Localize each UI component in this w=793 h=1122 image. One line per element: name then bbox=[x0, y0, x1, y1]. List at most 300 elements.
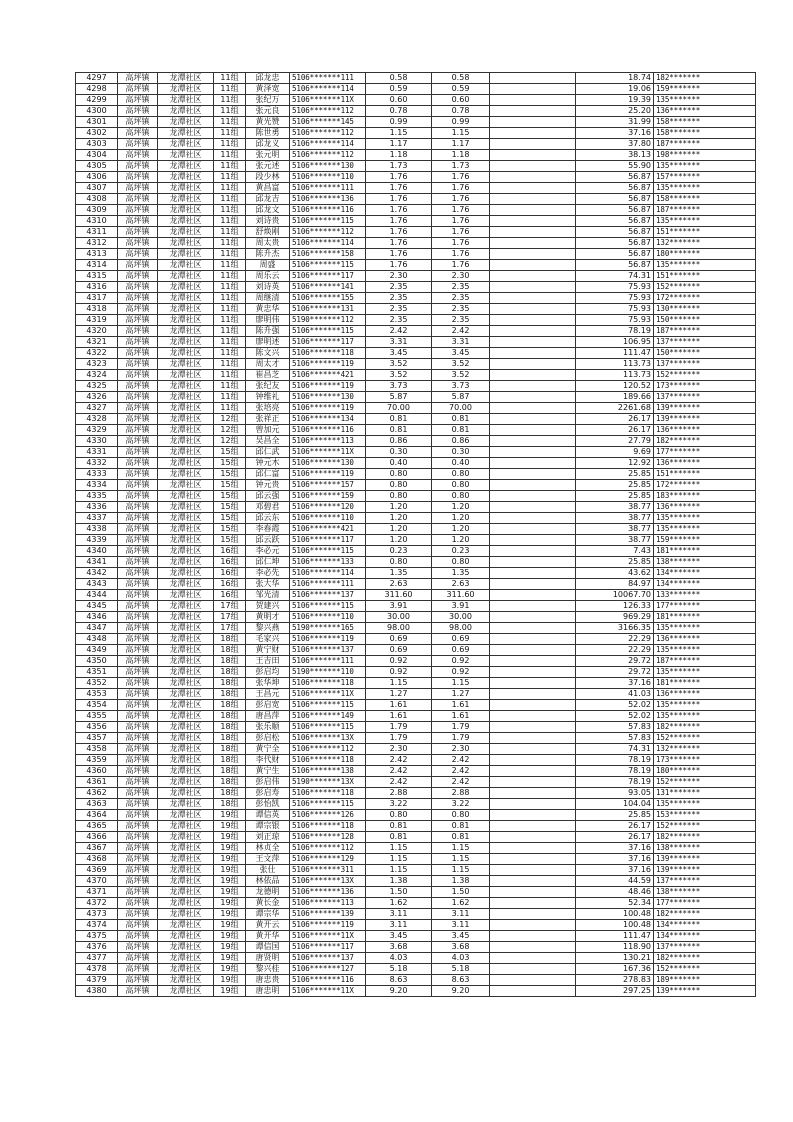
area-cell: 0.80 bbox=[366, 469, 432, 480]
area-cell: 311.60 bbox=[366, 590, 432, 601]
town-cell: 高坪镇 bbox=[118, 150, 158, 161]
town-cell: 高坪镇 bbox=[118, 898, 158, 909]
community-cell: 龙潭社区 bbox=[158, 678, 214, 689]
community-cell: 龙潭社区 bbox=[158, 249, 214, 260]
area-confirmed-cell: 30.00 bbox=[432, 612, 490, 623]
blank-cell bbox=[490, 634, 576, 645]
community-cell: 龙潭社区 bbox=[158, 260, 214, 271]
phone-cell: 138******* bbox=[654, 557, 756, 568]
area-confirmed-cell: 3.68 bbox=[432, 942, 490, 953]
town-cell: 高坪镇 bbox=[118, 931, 158, 942]
phone-cell: 137******* bbox=[654, 337, 756, 348]
community-cell: 龙潭社区 bbox=[158, 579, 214, 590]
phone-cell: 135******* bbox=[654, 700, 756, 711]
community-cell: 龙潭社区 bbox=[158, 920, 214, 931]
phone-cell: 138******* bbox=[654, 843, 756, 854]
blank-cell bbox=[490, 777, 576, 788]
group-cell: 16组 bbox=[214, 590, 246, 601]
phone-cell: 134******* bbox=[654, 920, 756, 931]
name-cell: 陈文兴 bbox=[246, 348, 290, 359]
phone-cell: 136******* bbox=[654, 425, 756, 436]
phone-cell: 139******* bbox=[654, 403, 756, 414]
amount-cell: 113.73 bbox=[576, 370, 654, 381]
table-row bbox=[76, 260, 756, 271]
blank-cell bbox=[490, 667, 576, 678]
name-cell: 李春霞 bbox=[246, 524, 290, 535]
group-cell: 11组 bbox=[214, 326, 246, 337]
name-cell: 王吉田 bbox=[246, 656, 290, 667]
area-cell: 3.52 bbox=[366, 370, 432, 381]
town-cell: 高坪镇 bbox=[118, 491, 158, 502]
id-number-cell: 5106*******158 bbox=[290, 249, 366, 260]
id-number-cell: 5106*******117 bbox=[290, 337, 366, 348]
community-cell: 龙潭社区 bbox=[158, 909, 214, 920]
community-cell: 龙潭社区 bbox=[158, 282, 214, 293]
blank-cell bbox=[490, 73, 576, 84]
row-number-cell: 4370 bbox=[76, 876, 118, 887]
group-cell: 15组 bbox=[214, 513, 246, 524]
area-confirmed-cell: 0.80 bbox=[432, 810, 490, 821]
blank-cell bbox=[490, 546, 576, 557]
name-cell: 张纪万 bbox=[246, 95, 290, 106]
row-number-cell: 4347 bbox=[76, 623, 118, 634]
phone-cell: 187******* bbox=[654, 205, 756, 216]
area-cell: 1.76 bbox=[366, 205, 432, 216]
name-cell: 钟元贵 bbox=[246, 480, 290, 491]
amount-cell: 37.16 bbox=[576, 128, 654, 139]
table-row bbox=[76, 282, 756, 293]
row-number-cell: 4321 bbox=[76, 337, 118, 348]
amount-cell: 38.77 bbox=[576, 502, 654, 513]
town-cell: 高坪镇 bbox=[118, 161, 158, 172]
group-cell: 18组 bbox=[214, 733, 246, 744]
id-number-cell: 5106*******119 bbox=[290, 469, 366, 480]
area-cell: 1.20 bbox=[366, 535, 432, 546]
area-cell: 3.68 bbox=[366, 942, 432, 953]
amount-cell: 37.16 bbox=[576, 678, 654, 689]
town-cell: 高坪镇 bbox=[118, 84, 158, 95]
area-confirmed-cell: 0.99 bbox=[432, 117, 490, 128]
phone-cell: 130******* bbox=[654, 304, 756, 315]
area-cell: 3.91 bbox=[366, 601, 432, 612]
id-number-cell: 5106*******130 bbox=[290, 392, 366, 403]
area-cell: 3.52 bbox=[366, 359, 432, 370]
name-cell: 李代财 bbox=[246, 755, 290, 766]
community-cell: 龙潭社区 bbox=[158, 788, 214, 799]
area-cell: 0.92 bbox=[366, 656, 432, 667]
blank-cell bbox=[490, 590, 576, 601]
phone-cell: 134******* bbox=[654, 568, 756, 579]
table-row bbox=[76, 480, 756, 491]
amount-cell: 106.95 bbox=[576, 337, 654, 348]
row-number-cell: 4297 bbox=[76, 73, 118, 84]
id-number-cell: 5190*******112 bbox=[290, 315, 366, 326]
town-cell: 高坪镇 bbox=[118, 359, 158, 370]
row-number-cell: 4378 bbox=[76, 964, 118, 975]
amount-cell: 167.36 bbox=[576, 964, 654, 975]
group-cell: 18组 bbox=[214, 711, 246, 722]
blank-cell bbox=[490, 315, 576, 326]
id-number-cell: 5106*******13X bbox=[290, 876, 366, 887]
community-cell: 龙潭社区 bbox=[158, 887, 214, 898]
table-row bbox=[76, 139, 756, 150]
id-number-cell: 5106*******118 bbox=[290, 678, 366, 689]
area-confirmed-cell: 3.31 bbox=[432, 337, 490, 348]
amount-cell: 84.97 bbox=[576, 579, 654, 590]
group-cell: 15组 bbox=[214, 447, 246, 458]
area-confirmed-cell: 1.15 bbox=[432, 865, 490, 876]
group-cell: 19组 bbox=[214, 843, 246, 854]
town-cell: 高坪镇 bbox=[118, 315, 158, 326]
table-row bbox=[76, 722, 756, 733]
row-number-cell: 4379 bbox=[76, 975, 118, 986]
amount-cell: 18.74 bbox=[576, 73, 654, 84]
table-row bbox=[76, 436, 756, 447]
group-cell: 18组 bbox=[214, 788, 246, 799]
name-cell: 黄忠华 bbox=[246, 304, 290, 315]
row-number-cell: 4352 bbox=[76, 678, 118, 689]
area-cell: 3.31 bbox=[366, 337, 432, 348]
row-number-cell: 4338 bbox=[76, 524, 118, 535]
town-cell: 高坪镇 bbox=[118, 546, 158, 557]
community-cell: 龙潭社区 bbox=[158, 986, 214, 997]
area-cell: 0.58 bbox=[366, 73, 432, 84]
amount-cell: 25.85 bbox=[576, 480, 654, 491]
row-number-cell: 4331 bbox=[76, 447, 118, 458]
table-row bbox=[76, 744, 756, 755]
name-cell: 彭启伟 bbox=[246, 777, 290, 788]
community-cell: 龙潭社区 bbox=[158, 370, 214, 381]
town-cell: 高坪镇 bbox=[118, 205, 158, 216]
id-number-cell: 5190*******110 bbox=[290, 667, 366, 678]
table-row bbox=[76, 205, 756, 216]
amount-cell: 74.31 bbox=[576, 271, 654, 282]
town-cell: 高坪镇 bbox=[118, 535, 158, 546]
amount-cell: 78.19 bbox=[576, 766, 654, 777]
town-cell: 高坪镇 bbox=[118, 865, 158, 876]
community-cell: 龙潭社区 bbox=[158, 535, 214, 546]
id-number-cell: 5106*******110 bbox=[290, 612, 366, 623]
row-number-cell: 4307 bbox=[76, 183, 118, 194]
row-number-cell: 4348 bbox=[76, 634, 118, 645]
id-number-cell: 5106*******117 bbox=[290, 271, 366, 282]
phone-cell: 135******* bbox=[654, 667, 756, 678]
name-cell: 邱龙文 bbox=[246, 205, 290, 216]
amount-cell: 56.87 bbox=[576, 172, 654, 183]
group-cell: 19组 bbox=[214, 953, 246, 964]
blank-cell bbox=[490, 689, 576, 700]
area-cell: 1.76 bbox=[366, 260, 432, 271]
area-cell: 1.15 bbox=[366, 678, 432, 689]
table-row bbox=[76, 128, 756, 139]
id-number-cell: 5106*******111 bbox=[290, 183, 366, 194]
id-number-cell: 5106*******11X bbox=[290, 95, 366, 106]
phone-cell: 152******* bbox=[654, 733, 756, 744]
area-cell: 1.20 bbox=[366, 513, 432, 524]
community-cell: 龙潭社区 bbox=[158, 612, 214, 623]
area-confirmed-cell: 1.79 bbox=[432, 733, 490, 744]
group-cell: 19组 bbox=[214, 865, 246, 876]
group-cell: 11组 bbox=[214, 216, 246, 227]
table-row bbox=[76, 854, 756, 865]
community-cell: 龙潭社区 bbox=[158, 700, 214, 711]
area-cell: 2.35 bbox=[366, 293, 432, 304]
town-cell: 高坪镇 bbox=[118, 843, 158, 854]
group-cell: 18组 bbox=[214, 645, 246, 656]
group-cell: 18组 bbox=[214, 744, 246, 755]
phone-cell: 137******* bbox=[654, 942, 756, 953]
area-confirmed-cell: 0.30 bbox=[432, 447, 490, 458]
name-cell: 唐贤明 bbox=[246, 953, 290, 964]
town-cell: 高坪镇 bbox=[118, 95, 158, 106]
blank-cell bbox=[490, 458, 576, 469]
area-confirmed-cell: 0.81 bbox=[432, 821, 490, 832]
phone-cell: 135******* bbox=[654, 524, 756, 535]
row-number-cell: 4300 bbox=[76, 106, 118, 117]
amount-cell: 78.19 bbox=[576, 777, 654, 788]
table-row bbox=[76, 106, 756, 117]
blank-cell bbox=[490, 986, 576, 997]
group-cell: 11组 bbox=[214, 84, 246, 95]
name-cell: 彭怡凯 bbox=[246, 799, 290, 810]
town-cell: 高坪镇 bbox=[118, 920, 158, 931]
blank-cell bbox=[490, 535, 576, 546]
group-cell: 11组 bbox=[214, 271, 246, 282]
name-cell: 周继清 bbox=[246, 293, 290, 304]
name-cell: 黄宁生 bbox=[246, 766, 290, 777]
community-cell: 龙潭社区 bbox=[158, 722, 214, 733]
area-confirmed-cell: 1.61 bbox=[432, 700, 490, 711]
phone-cell: 135******* bbox=[654, 183, 756, 194]
town-cell: 高坪镇 bbox=[118, 117, 158, 128]
amount-cell: 75.93 bbox=[576, 304, 654, 315]
blank-cell bbox=[490, 392, 576, 403]
group-cell: 19组 bbox=[214, 876, 246, 887]
community-cell: 龙潭社区 bbox=[158, 931, 214, 942]
table-row bbox=[76, 359, 756, 370]
table-row bbox=[76, 161, 756, 172]
row-number-cell: 4355 bbox=[76, 711, 118, 722]
community-cell: 龙潭社区 bbox=[158, 524, 214, 535]
amount-cell: 969.29 bbox=[576, 612, 654, 623]
community-cell: 龙潭社区 bbox=[158, 876, 214, 887]
amount-cell: 19.06 bbox=[576, 84, 654, 95]
id-number-cell: 5106*******117 bbox=[290, 942, 366, 953]
blank-cell bbox=[490, 436, 576, 447]
amount-cell: 56.87 bbox=[576, 238, 654, 249]
table-row bbox=[76, 403, 756, 414]
area-confirmed-cell: 1.20 bbox=[432, 513, 490, 524]
area-cell: 1.79 bbox=[366, 722, 432, 733]
row-number-cell: 4319 bbox=[76, 315, 118, 326]
phone-cell: 139******* bbox=[654, 865, 756, 876]
table-row bbox=[76, 216, 756, 227]
table-row bbox=[76, 590, 756, 601]
town-cell: 高坪镇 bbox=[118, 975, 158, 986]
area-cell: 5.87 bbox=[366, 392, 432, 403]
area-confirmed-cell: 1.15 bbox=[432, 843, 490, 854]
blank-cell bbox=[490, 964, 576, 975]
table-row bbox=[76, 601, 756, 612]
area-cell: 0.80 bbox=[366, 557, 432, 568]
area-cell: 0.86 bbox=[366, 436, 432, 447]
town-cell: 高坪镇 bbox=[118, 799, 158, 810]
group-cell: 15组 bbox=[214, 480, 246, 491]
blank-cell bbox=[490, 447, 576, 458]
id-number-cell: 5106*******120 bbox=[290, 502, 366, 513]
name-cell: 李必元 bbox=[246, 546, 290, 557]
name-cell: 廖明述 bbox=[246, 337, 290, 348]
town-cell: 高坪镇 bbox=[118, 766, 158, 777]
group-cell: 15组 bbox=[214, 502, 246, 513]
row-number-cell: 4313 bbox=[76, 249, 118, 260]
community-cell: 龙潭社区 bbox=[158, 898, 214, 909]
area-cell: 0.23 bbox=[366, 546, 432, 557]
phone-cell: 173******* bbox=[654, 755, 756, 766]
group-cell: 19组 bbox=[214, 931, 246, 942]
id-number-cell: 5106*******157 bbox=[290, 480, 366, 491]
community-cell: 龙潭社区 bbox=[158, 139, 214, 150]
table-row bbox=[76, 568, 756, 579]
town-cell: 高坪镇 bbox=[118, 403, 158, 414]
phone-cell: 182******* bbox=[654, 436, 756, 447]
group-cell: 15组 bbox=[214, 524, 246, 535]
group-cell: 19组 bbox=[214, 887, 246, 898]
group-cell: 17组 bbox=[214, 623, 246, 634]
town-cell: 高坪镇 bbox=[118, 700, 158, 711]
table-row bbox=[76, 843, 756, 854]
town-cell: 高坪镇 bbox=[118, 304, 158, 315]
group-cell: 11组 bbox=[214, 150, 246, 161]
area-confirmed-cell: 2.35 bbox=[432, 293, 490, 304]
area-confirmed-cell: 0.23 bbox=[432, 546, 490, 557]
row-number-cell: 4337 bbox=[76, 513, 118, 524]
id-number-cell: 5106*******110 bbox=[290, 513, 366, 524]
amount-cell: 78.19 bbox=[576, 326, 654, 337]
amount-cell: 25.85 bbox=[576, 810, 654, 821]
amount-cell: 19.39 bbox=[576, 95, 654, 106]
id-number-cell: 5106*******11X bbox=[290, 447, 366, 458]
name-cell: 廖明伟 bbox=[246, 315, 290, 326]
group-cell: 11组 bbox=[214, 139, 246, 150]
name-cell: 邱仁武 bbox=[246, 447, 290, 458]
area-cell: 1.50 bbox=[366, 887, 432, 898]
area-confirmed-cell: 0.59 bbox=[432, 84, 490, 95]
phone-cell: 131******* bbox=[654, 788, 756, 799]
amount-cell: 26.17 bbox=[576, 425, 654, 436]
table-row bbox=[76, 766, 756, 777]
row-number-cell: 4318 bbox=[76, 304, 118, 315]
name-cell: 黄长金 bbox=[246, 898, 290, 909]
row-number-cell: 4341 bbox=[76, 557, 118, 568]
area-cell: 3.22 bbox=[366, 799, 432, 810]
row-number-cell: 4327 bbox=[76, 403, 118, 414]
blank-cell bbox=[490, 854, 576, 865]
phone-cell: 150******* bbox=[654, 315, 756, 326]
area-confirmed-cell: 1.62 bbox=[432, 898, 490, 909]
blank-cell bbox=[490, 568, 576, 579]
phone-cell: 135******* bbox=[654, 513, 756, 524]
area-confirmed-cell: 1.38 bbox=[432, 876, 490, 887]
row-number-cell: 4322 bbox=[76, 348, 118, 359]
row-number-cell: 4303 bbox=[76, 139, 118, 150]
community-cell: 龙潭社区 bbox=[158, 183, 214, 194]
table-row bbox=[76, 304, 756, 315]
amount-cell: 12.92 bbox=[576, 458, 654, 469]
table-row bbox=[76, 799, 756, 810]
id-number-cell: 5106*******119 bbox=[290, 359, 366, 370]
area-cell: 2.42 bbox=[366, 777, 432, 788]
community-cell: 龙潭社区 bbox=[158, 447, 214, 458]
id-number-cell: 5106*******116 bbox=[290, 205, 366, 216]
id-number-cell: 5106*******421 bbox=[290, 524, 366, 535]
amount-cell: 2261.68 bbox=[576, 403, 654, 414]
name-cell: 张大华 bbox=[246, 579, 290, 590]
blank-cell bbox=[490, 117, 576, 128]
phone-cell: 151******* bbox=[654, 469, 756, 480]
amount-cell: 38.77 bbox=[576, 513, 654, 524]
community-cell: 龙潭社区 bbox=[158, 480, 214, 491]
id-number-cell: 5106*******118 bbox=[290, 348, 366, 359]
blank-cell bbox=[490, 788, 576, 799]
group-cell: 11组 bbox=[214, 304, 246, 315]
area-confirmed-cell: 9.20 bbox=[432, 986, 490, 997]
area-cell: 1.76 bbox=[366, 216, 432, 227]
id-number-cell: 5106*******13X bbox=[290, 733, 366, 744]
row-number-cell: 4306 bbox=[76, 172, 118, 183]
town-cell: 高坪镇 bbox=[118, 348, 158, 359]
name-cell: 舒焕刚 bbox=[246, 227, 290, 238]
area-cell: 0.60 bbox=[366, 95, 432, 106]
area-confirmed-cell: 0.80 bbox=[432, 491, 490, 502]
group-cell: 16组 bbox=[214, 568, 246, 579]
blank-cell bbox=[490, 909, 576, 920]
phone-cell: 135******* bbox=[654, 161, 756, 172]
town-cell: 高坪镇 bbox=[118, 381, 158, 392]
row-number-cell: 4309 bbox=[76, 205, 118, 216]
name-cell: 彭启均 bbox=[246, 667, 290, 678]
name-cell: 陈世勇 bbox=[246, 128, 290, 139]
town-cell: 高坪镇 bbox=[118, 469, 158, 480]
phone-cell: 181******* bbox=[654, 546, 756, 557]
area-confirmed-cell: 2.42 bbox=[432, 777, 490, 788]
community-cell: 龙潭社区 bbox=[158, 689, 214, 700]
table-row bbox=[76, 986, 756, 997]
phone-cell: 137******* bbox=[654, 392, 756, 403]
area-confirmed-cell: 1.76 bbox=[432, 216, 490, 227]
group-cell: 18组 bbox=[214, 689, 246, 700]
row-number-cell: 4310 bbox=[76, 216, 118, 227]
community-cell: 龙潭社区 bbox=[158, 513, 214, 524]
area-confirmed-cell: 2.35 bbox=[432, 315, 490, 326]
row-number-cell: 4317 bbox=[76, 293, 118, 304]
community-cell: 龙潭社区 bbox=[158, 359, 214, 370]
town-cell: 高坪镇 bbox=[118, 711, 158, 722]
town-cell: 高坪镇 bbox=[118, 821, 158, 832]
amount-cell: 38.77 bbox=[576, 524, 654, 535]
area-cell: 98.00 bbox=[366, 623, 432, 634]
name-cell: 彭启松 bbox=[246, 733, 290, 744]
row-number-cell: 4320 bbox=[76, 326, 118, 337]
community-cell: 龙潭社区 bbox=[158, 546, 214, 557]
blank-cell bbox=[490, 722, 576, 733]
row-number-cell: 4316 bbox=[76, 282, 118, 293]
amount-cell: 22.29 bbox=[576, 645, 654, 656]
blank-cell bbox=[490, 755, 576, 766]
row-number-cell: 4357 bbox=[76, 733, 118, 744]
area-confirmed-cell: 70.00 bbox=[432, 403, 490, 414]
area-confirmed-cell: 0.58 bbox=[432, 73, 490, 84]
